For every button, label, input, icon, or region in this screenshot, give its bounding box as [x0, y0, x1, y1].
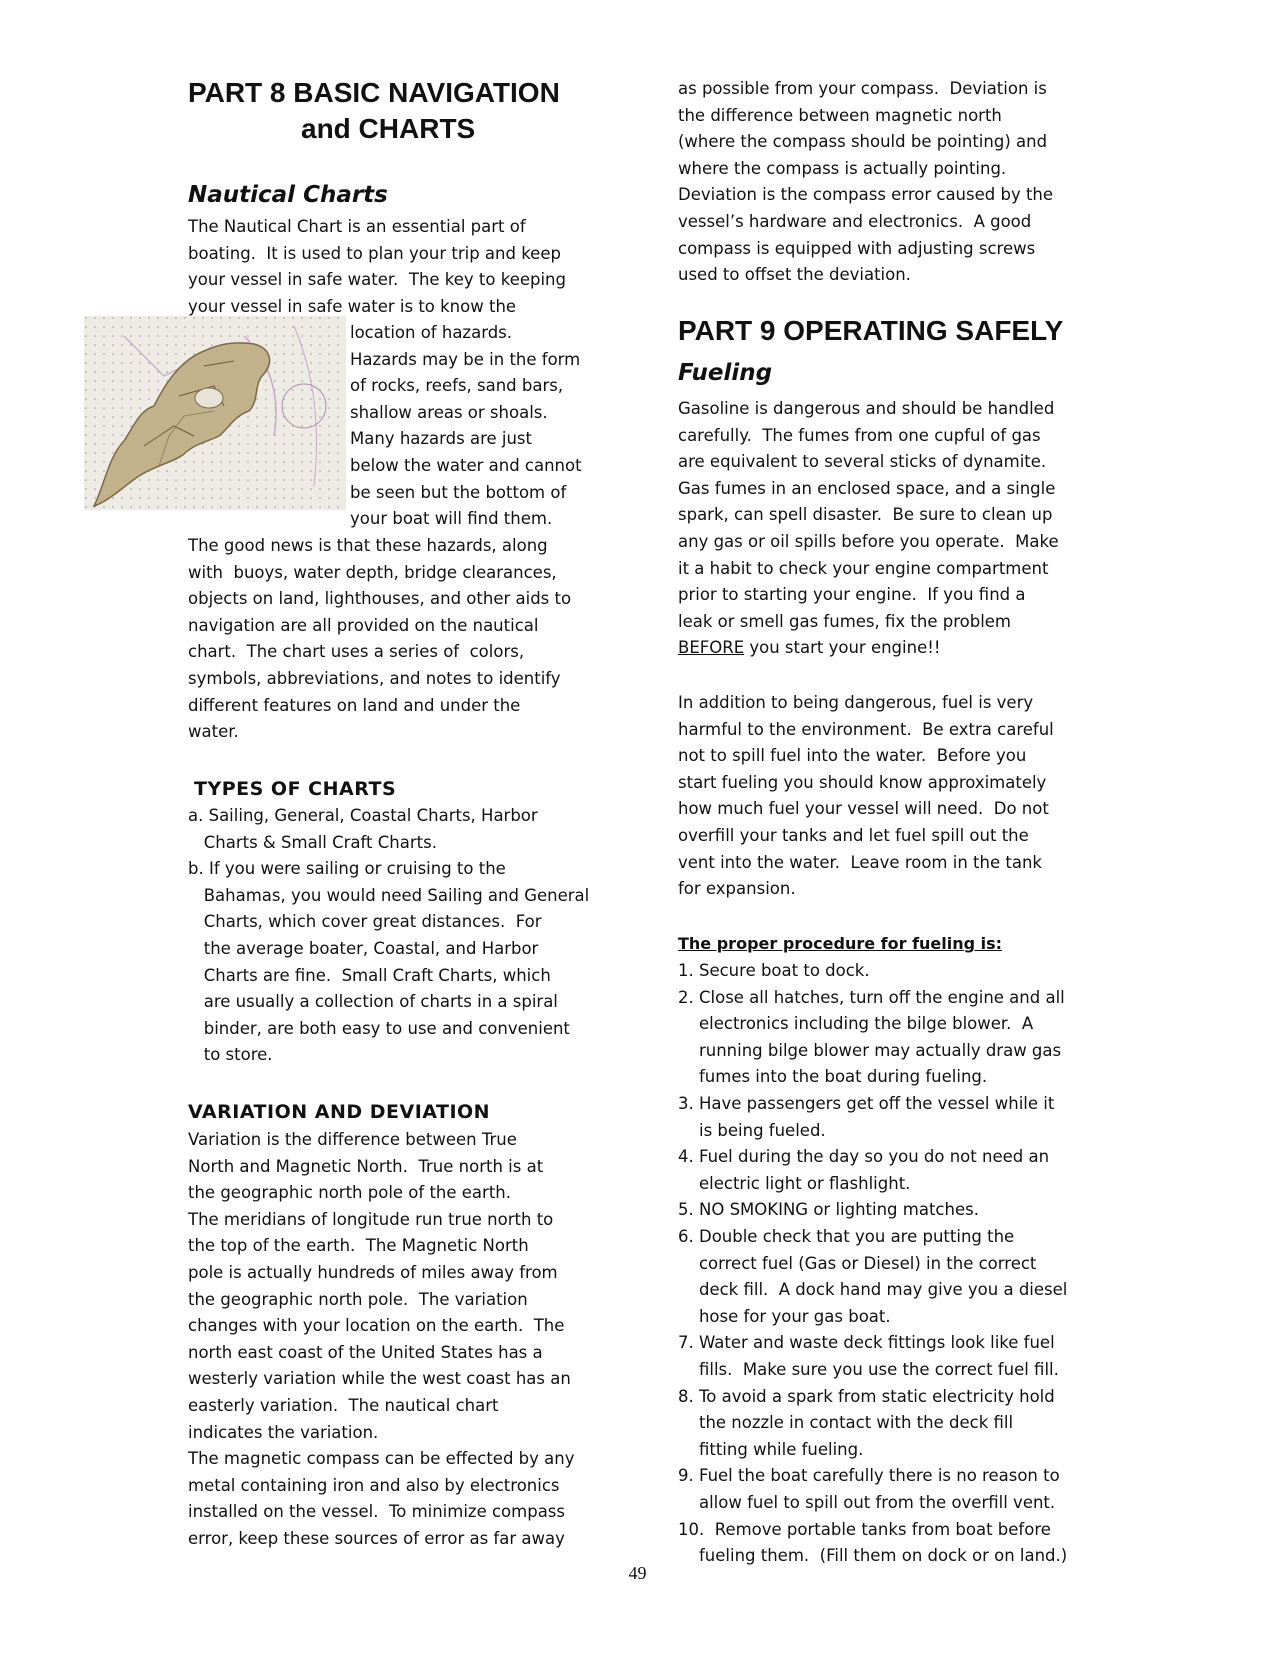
- nautical-chart-graphic: [84, 316, 346, 510]
- before-emphasis: BEFORE: [678, 638, 745, 657]
- list-item: is being fueled.: [678, 1120, 826, 1140]
- list-item: are usually a collection of charts in a spiral: [188, 992, 558, 1012]
- list-item: a. Sailing, General, Coastal Charts, Harbor: [188, 806, 538, 825]
- text-line: (where the compass should be pointing) and: [678, 132, 1048, 152]
- text-line: indicates the variation.: [188, 1422, 379, 1442]
- text-line: where the compass is actually pointing.: [678, 158, 1007, 178]
- text-line: navigation are all provided on the nautical: [188, 615, 539, 635]
- text-line: westerly variation while the west coast has an: [188, 1369, 571, 1389]
- variation-deviation-heading: VARIATION AND DEVIATION: [188, 1101, 491, 1123]
- text-line: The good news is that these hazards, along: [188, 536, 548, 555]
- list-item: binder, are both easy to use and convenient: [188, 1018, 570, 1038]
- text-line: your vessel in safe water is to know the: [188, 296, 517, 316]
- text-line: the geographic north pole. The variation: [188, 1289, 528, 1309]
- text-line: harmful to the environment. Be extra careful: [678, 719, 1054, 739]
- text-line: leak or smell gas fumes, fix the problem: [678, 611, 1012, 631]
- list-item: the average boater, Coastal, and Harbor: [188, 939, 539, 958]
- part8-title-line1: PART 8 BASIC NAVIGATION: [188, 77, 560, 108]
- text-line: of rocks, reefs, sand bars,: [350, 376, 564, 396]
- list-item: Bahamas, you would need Sailing and General: [188, 885, 590, 905]
- list-item: fueling them. (Fill them on dock or on land.): [678, 1546, 1068, 1566]
- list-item: 9. Fuel the boat carefully there is no reason to: [678, 1466, 1060, 1486]
- list-item: deck fill. A dock hand may give you a diesel: [678, 1280, 1068, 1300]
- text-line: water.: [188, 722, 239, 742]
- text-line: location of hazards.: [350, 323, 513, 342]
- text-line: The magnetic compass can be effected by any: [188, 1449, 575, 1469]
- page-number: 49: [628, 1563, 647, 1583]
- text-line: used to offset the deviation.: [678, 265, 911, 285]
- list-item: 4. Fuel during the day so you do not need an: [678, 1147, 1050, 1167]
- text-line: carefully. The fumes from one cupful of gas: [678, 425, 1041, 445]
- text-line: for expansion.: [678, 879, 796, 899]
- text-line: metal containing iron and also by electronics: [188, 1475, 560, 1495]
- text-line: error, keep these sources of error as far away: [188, 1529, 565, 1548]
- text-line: Deviation is the compass error caused by the: [678, 185, 1054, 205]
- procedure-heading: The proper procedure for fueling is:: [678, 934, 1003, 953]
- before-line: [678, 637, 940, 659]
- list-item: 2. Close all hatches, turn off the engine and all: [678, 987, 1065, 1007]
- list-item: fills. Make sure you use the correct fuel fill.: [678, 1360, 1059, 1379]
- text-line: Variation is the difference between True: [188, 1130, 517, 1149]
- list-item: b. If you were sailing or cruising to the: [188, 859, 506, 879]
- list-item: allow fuel to spill out from the overfill vent.: [678, 1493, 1056, 1512]
- text-line: shallow areas or shoals.: [350, 402, 548, 422]
- text-line: not to spill fuel into the water. Before you: [678, 746, 1027, 766]
- text-line: Many hazards are just: [350, 429, 532, 449]
- text-line: start fueling you should know approximately: [678, 772, 1047, 792]
- text-line: your vessel in safe water. The key to keeping: [188, 270, 566, 290]
- text-line: below the water and cannot: [350, 456, 582, 475]
- text-line: vent into the water. Leave room in the tank: [678, 852, 1042, 872]
- list-item: electronics including the bilge blower. A: [678, 1014, 1034, 1034]
- list-item: Charts, which cover great distances. For: [188, 912, 542, 932]
- text-line: Gasoline is dangerous and should be handled: [678, 399, 1055, 418]
- text-line: pole is actually hundreds of miles away from: [188, 1263, 558, 1282]
- text-line: Hazards may be in the form: [350, 349, 581, 369]
- list-item: 3. Have passengers get off the vessel while it: [678, 1094, 1055, 1113]
- text-line: chart. The chart uses a series of colors,: [188, 642, 525, 662]
- text-line: Gas fumes in an enclosed space, and a single: [678, 478, 1056, 498]
- text-line: In addition to being dangerous, fuel is very: [678, 693, 1034, 712]
- text-line: spark, can spell disaster. Be sure to clean up: [678, 505, 1053, 525]
- text-line: north east coast of the United States has a: [188, 1342, 543, 1362]
- text-line: are equivalent to several sticks of dynamite.: [678, 452, 1047, 472]
- list-item: Charts are fine. Small Craft Charts, which: [188, 965, 551, 985]
- text-line: with buoys, water depth, bridge clearances,: [188, 562, 557, 582]
- text-line: the top of the earth. The Magnetic North: [188, 1236, 529, 1256]
- list-item: Charts & Small Craft Charts.: [188, 832, 437, 852]
- text-line: installed on the vessel. To minimize compass: [188, 1502, 566, 1522]
- text-line: it a habit to check your engine compartment: [678, 558, 1049, 578]
- text-line: boating. It is used to plan your trip and keep: [188, 243, 561, 263]
- nautical-charts-heading: Nautical Charts: [188, 182, 388, 208]
- text-line: be seen but the bottom of: [350, 482, 567, 502]
- list-item: electric light or flashlight.: [678, 1173, 911, 1193]
- text-line: your boat will find them.: [350, 509, 553, 529]
- list-item: 1. Secure boat to dock.: [678, 961, 870, 980]
- text-line: how much fuel your vessel will need. Do not: [678, 799, 1049, 819]
- list-item: 6. Double check that you are putting the: [678, 1227, 1015, 1246]
- list-item: fumes into the boat during fueling.: [678, 1067, 988, 1087]
- text-line: as possible from your compass. Deviation is: [678, 79, 1047, 98]
- before-rest: you start your engine!!: [744, 638, 941, 657]
- nautical-chart-image: [84, 316, 346, 510]
- text-line: North and Magnetic North. True north is at: [188, 1156, 544, 1176]
- list-item: 10. Remove portable tanks from boat before: [678, 1519, 1051, 1539]
- part8-title-line2: and CHARTS: [301, 113, 476, 144]
- text-line: different features on land and under the: [188, 695, 521, 715]
- fueling-heading: Fueling: [678, 360, 773, 386]
- text-line: the difference between magnetic north: [678, 105, 1002, 125]
- text-line: easterly variation. The nautical chart: [188, 1396, 499, 1415]
- text-line: vessel’s hardware and electronics. A good: [678, 212, 1032, 231]
- text-line: The Nautical Chart is an essential part of: [188, 217, 526, 236]
- list-item: hose for your gas boat.: [678, 1306, 891, 1326]
- text-line: The meridians of longitude run true north to: [188, 1209, 554, 1229]
- list-item: 7. Water and waste deck fittings look like fuel: [678, 1333, 1055, 1353]
- list-item: the nozzle in contact with the deck fill: [678, 1413, 1014, 1433]
- text-line: objects on land, lighthouses, and other aids to: [188, 589, 572, 609]
- text-line: symbols, abbreviations, and notes to identify: [188, 669, 561, 688]
- text-line: changes with your location on the earth. The: [188, 1316, 565, 1336]
- text-line: compass is equipped with adjusting screws: [678, 238, 1036, 258]
- types-of-charts-heading: TYPES OF CHARTS: [194, 778, 397, 800]
- list-item: to store.: [188, 1045, 273, 1065]
- list-item: 5. NO SMOKING or lighting matches.: [678, 1200, 979, 1220]
- list-item: running bilge blower may actually draw gas: [678, 1040, 1062, 1060]
- list-item: fitting while fueling.: [678, 1439, 864, 1459]
- list-item: 8. To avoid a spark from static electricity hold: [678, 1386, 1055, 1406]
- text-line: any gas or oil spills before you operate. Make: [678, 532, 1059, 551]
- text-line: overfill your tanks and let fuel spill out the: [678, 826, 1029, 845]
- text-line: the geographic north pole of the earth.: [188, 1183, 511, 1203]
- text-line: prior to starting your engine. If you find a: [678, 585, 1026, 605]
- list-item: correct fuel (Gas or Diesel) in the correct: [678, 1253, 1037, 1273]
- part9-title: PART 9 OPERATING SAFELY: [678, 315, 1064, 346]
